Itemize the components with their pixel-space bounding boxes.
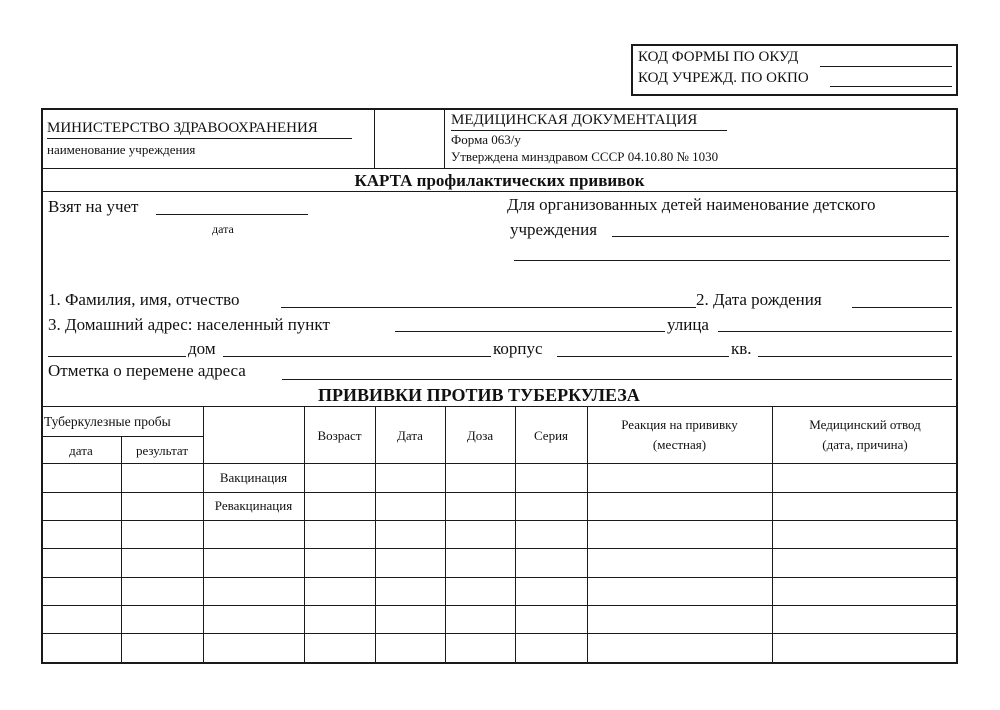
- institution-name-caption: наименование учреждения: [47, 142, 196, 157]
- card-title-bottom-line: [41, 191, 958, 192]
- col-line-1: [121, 436, 122, 664]
- series-header: Серия: [533, 428, 569, 443]
- reaction-header-line1: Реакция на прививку: [621, 417, 738, 432]
- building-field[interactable]: [557, 356, 729, 357]
- registered-label: Взят на учет: [48, 197, 139, 216]
- house-label: дом: [188, 339, 216, 358]
- row-revaccination-label: Ревакцинация: [214, 498, 293, 513]
- reaction-header-line2: (местная): [652, 437, 707, 452]
- date-caption: дата: [212, 222, 234, 236]
- house-field[interactable]: [223, 356, 491, 357]
- building-label: корпус: [493, 339, 543, 358]
- ministry-underline: [47, 138, 352, 139]
- okud-code-field[interactable]: [820, 66, 952, 67]
- table-row-line-4: [41, 577, 958, 578]
- approval-note: Утверждена минздравом СССР 04.10.80 № 1030: [451, 149, 719, 164]
- dose-header: Доза: [466, 428, 494, 443]
- medical-documentation-title: МЕДИЦИНСКАЯ ДОКУМЕНТАЦИЯ: [451, 112, 698, 128]
- ministry-title: МИНИСТЕРСТВО ЗДРАВООХРАНЕНИЯ: [47, 120, 318, 136]
- table-row-line-1: [41, 492, 958, 493]
- tb-tests-subheader-line: [41, 436, 203, 437]
- row-vaccination-label: Вакцинация: [219, 470, 288, 485]
- organized-children-label: Для организованных детей наименование детского: [507, 195, 876, 214]
- okud-code-label: КОД ФОРМЫ ПО ОКУД: [638, 49, 799, 65]
- table-row-line-3: [41, 548, 958, 549]
- street-label: улица: [667, 315, 709, 334]
- col-line-2: [203, 406, 204, 664]
- header-divider-1: [374, 108, 375, 169]
- institution-field-line-2[interactable]: [514, 260, 950, 261]
- tb-tests-header: Туберкулезные пробы: [44, 414, 171, 429]
- table-header-bottom-line: [41, 463, 958, 464]
- birth-date-field[interactable]: [852, 307, 952, 308]
- table-row-line-2: [41, 520, 958, 521]
- col-line-6: [515, 406, 516, 664]
- exemption-header-line1: Медицинский отвод: [809, 417, 921, 432]
- birth-date-label: 2. Дата рождения: [696, 290, 822, 309]
- address-change-field[interactable]: [282, 379, 952, 380]
- date-header: Дата: [397, 428, 423, 443]
- table-row-line-5: [41, 605, 958, 606]
- full-name-label: 1. Фамилия, имя, отчество: [48, 290, 240, 309]
- form-number: Форма 063/у: [451, 132, 521, 147]
- header-divider-2: [444, 108, 445, 169]
- card-title: КАРТА профилактических прививок: [354, 171, 645, 190]
- address-prefix-field[interactable]: [48, 356, 186, 357]
- institution-label: учреждения: [510, 220, 598, 239]
- exemption-header-line2: (дата, причина): [822, 437, 908, 452]
- col-line-5: [445, 406, 446, 664]
- tuberculosis-section-title: ПРИВИВКИ ПРОТИВ ТУБЕРКУЛЕЗА: [318, 385, 640, 405]
- okpo-code-field[interactable]: [830, 86, 952, 87]
- header-bottom-line: [41, 168, 958, 169]
- apartment-field[interactable]: [758, 356, 952, 357]
- settlement-field[interactable]: [395, 331, 665, 332]
- address-change-label: Отметка о перемене адреса: [48, 361, 246, 380]
- tb-result-header: результат: [135, 443, 189, 458]
- street-field[interactable]: [718, 331, 952, 332]
- med-doc-underline: [451, 130, 727, 131]
- table-top-line: [41, 406, 958, 407]
- apartment-label: кв.: [731, 339, 752, 358]
- age-header: Возраст: [317, 428, 362, 443]
- full-name-field[interactable]: [281, 307, 696, 308]
- registered-date-field[interactable]: [156, 214, 308, 215]
- institution-field[interactable]: [612, 236, 949, 237]
- home-address-label: 3. Домашний адрес: населенный пункт: [48, 315, 330, 334]
- tb-date-header: дата: [69, 443, 93, 458]
- col-line-3: [304, 406, 305, 664]
- col-line-4: [375, 406, 376, 664]
- okpo-code-label: КОД УЧРЕЖД. ПО ОКПО: [638, 70, 809, 86]
- table-row-line-6: [41, 633, 958, 634]
